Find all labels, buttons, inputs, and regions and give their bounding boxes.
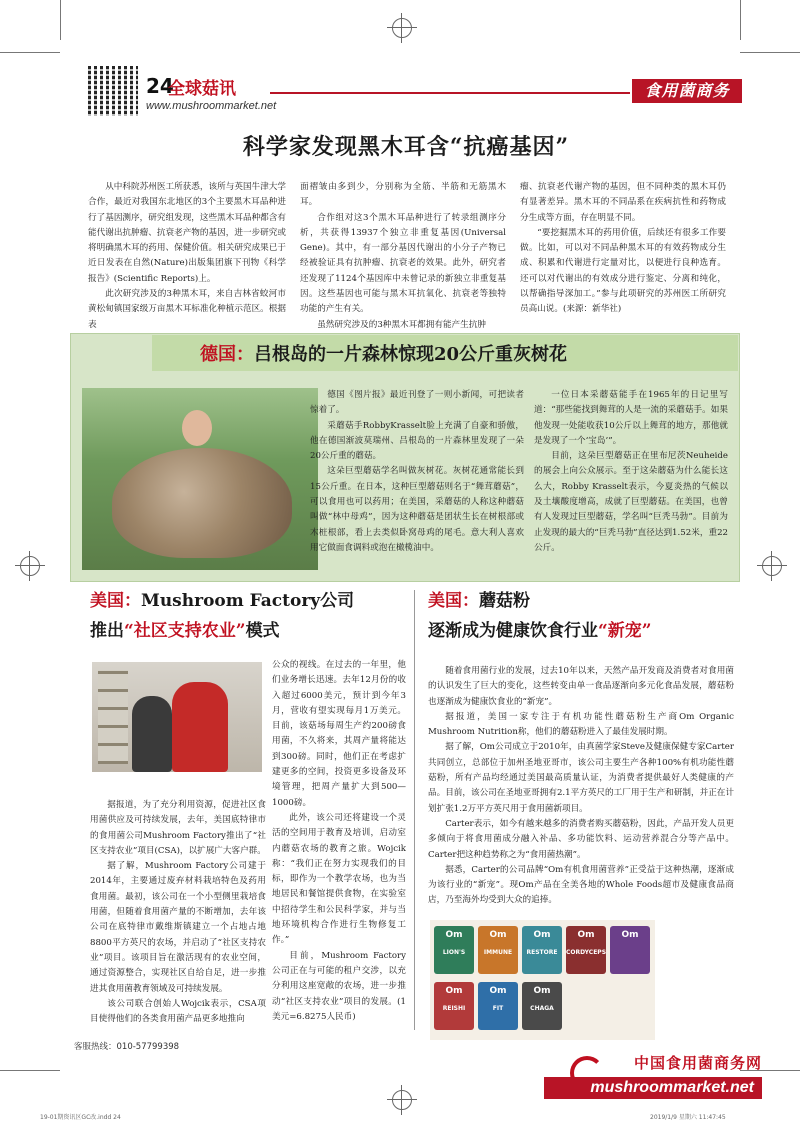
paragraph: 虽然研究涉及的3种黑木耳都拥有能产生抗肿 [317, 319, 486, 330]
article3-body [90, 798, 266, 1027]
title-text: 推出 [90, 621, 124, 641]
article2-col1 [310, 388, 524, 556]
registration-mark [392, 1090, 412, 1110]
paragraph: 目前，Mushroom Factory公司正在与可能的租户交涉，以充分利用这座宽敞的农场，进一步推动“社区支持农业”项目的发展。(1美元=6.8275人民币) [272, 950, 406, 1022]
title-text: 逐渐成为健康饮食行业 [428, 621, 598, 641]
header-website: www.mushroommarket.net [146, 100, 277, 112]
paragraph: 随着食用菌行业的发展，过去10年以来，天然产品开发商及消费者对食用菌的认识发生了巨大的变化，这些转变由单一食品逐渐向多元化食品发展，蘑菇粉也逐渐成为健康饮食业的“新宠”。 [428, 666, 734, 707]
article3-title [90, 586, 400, 646]
bag-logo: Om [533, 930, 551, 940]
crop-line [0, 52, 60, 53]
article3-title-line1 [90, 586, 400, 616]
paragraph: 从中科院苏州医工所获悉，该所与英国牛津大学合作，最近对我国东北地区的3个主要黑木耳品种进行了基因测序，研究组发现，这些黑木耳品种都含有能代谢出抗肿瘤、抗衰老产物的基因，进一步研究或将明确黑木耳的药用、保健价值。相关研究成果已于近日发表在自然(Nature)出版集团旗下刊物《科学报告》(Scientific Reports)上。 [88, 182, 286, 284]
photo-person-head [182, 410, 212, 446]
bag-name: RESTORE [526, 949, 558, 956]
photo-person [172, 682, 228, 772]
bag-name: CORDYCEPS [566, 949, 607, 956]
column-divider [414, 590, 415, 1030]
registration-mark [20, 556, 40, 576]
giant-mushroom-photo [82, 388, 318, 570]
bottom-brand [544, 1052, 762, 1099]
article1-title: 科学家发现黑木耳含“抗癌基因” [242, 134, 570, 160]
file-info-right: 2019/1/9 星期六 11:47:45 [650, 1114, 726, 1121]
article4-title-line1 [428, 586, 728, 616]
section-title: 全球菇讯 [168, 79, 236, 99]
paragraph: 面褶皱由多到少，分别称为全筋、半筋和无筋黑木耳。 [300, 182, 506, 208]
crop-line [0, 1070, 60, 1071]
bag-name: CHAGA [530, 1005, 554, 1012]
photo-person [132, 696, 172, 772]
article2-col2 [534, 388, 728, 556]
paragraph: 此次研究涉及的3种黑木耳，来自吉林省蛟河市黄松甸镇国家级万亩黑木耳标准化种植示范区。根据表 [88, 289, 286, 330]
header-rule [270, 92, 630, 94]
article2-title [200, 340, 567, 366]
paragraph: 据悉，Carter的公司品牌“Om有机食用菌营养”正受益于这种热潮，逐渐成为该行业的“新宠”。现Om产品在全美各地的Whole Foods超市及健康食品商店，乃至海外均受到大众的追捧。 [428, 864, 734, 906]
paragraph: 这朵巨型蘑菇学名叫做灰树花。灰树花通常能长到15公斤重。在日本，这种巨型蘑菇则名于“舞茸蘑菇”，可以食用也可以药用；在美国，采蘑菇的人称这种蘑菇叫做“林中母鸡”，因为这种蘑菇是团状生长在树根部或木桩根部，看上去类似卧窝母鸡的尾毛。意大利人喜欢用它做面食调料或泡在橄榄油中。 [310, 466, 524, 553]
paragraph: 公众的视线。在过去的一年里，他们业务增长迅速。去年12月份的收入超过6000美元，预计到今年3月，营收有望实现每月1万美元。目前，该菇场每周生产约200磅食用菌，不久将来，其周产量将能达到300磅。同时，他们正在考虑扩建更多的空间，投资更多设备及环境管理，把周产量扩大到500—1000磅。 [272, 660, 406, 808]
bag-name: REISHI [442, 1005, 466, 1012]
bag-logo: Om [489, 986, 507, 996]
photo-shelf [98, 670, 128, 764]
article3-country-label: 美国： [90, 591, 141, 611]
article2-headline: 吕根岛的一片森林惊现20公斤重灰树花 [254, 344, 568, 365]
product-bag [434, 926, 474, 974]
photo-mushroom [112, 448, 292, 558]
bag-name: IMMUNE [483, 949, 513, 956]
brand-tag: 食用菌商务 [632, 79, 742, 103]
om-products-photo [430, 920, 655, 1040]
file-info-left: 19-01期资讯区GC改.indd 24 [40, 1114, 121, 1121]
product-bag [566, 926, 606, 974]
bottom-brand-url: mushroommarket.net [544, 1077, 762, 1099]
crop-line [740, 52, 800, 53]
bag-logo: Om [577, 930, 595, 940]
product-bag [478, 982, 518, 1030]
paragraph: 德国《图片报》最近刊登了一则小新闻，可把读者惊着了。 [310, 390, 524, 416]
paragraph: 据了解，Om公司成立于2010年，由真菌学家Steve及健康保健专家Carter共同创立，总部位于加州圣地亚哥市，该公司主要生产各种100%有机功能性蘑菇粉，所有产品均经通过美国最高质量认证，为消费者提供最好人类健康的产品。目前，该公司在圣地亚哥拥有2.1平方英尺的工厂用于生产和研制，并正在计划扩张1.2万平方英尺用于食用菌新项目。 [428, 742, 734, 814]
registration-mark [762, 556, 782, 576]
article2-country-label: 德国： [200, 344, 254, 365]
paragraph: 该公司联合创始人Wojcik表示，CSA项目使得他们的各类食用菌产品更多地推向 [90, 998, 266, 1025]
paragraph: 据报道，美国一家专注于有机功能性蘑菇粉生产商Om Organic Mushroom Nutrition称，他们的蘑菇粉进入了最佳发展时期。 [428, 711, 734, 738]
paragraph: 据了解，Mushroom Factory公司建于2014年，主要通过废弃材料栽培特色及药用食用菌。最初，该公司在一个小型侧里栽培食用菌，但随着食用菌产量的不断增加，去年该公司在底特律市戴维斯镇建立一个占地占地8800平方英尺的农场，并启动了“社区支持农业”项目。该项目旨在激活现有的农业空间，通过资源整合，实现社区自给自足，进一步推进其食用菌教育领域及可持续发展。 [90, 861, 266, 994]
paragraph: 合作组对这3个黑木耳品种进行了转录组测序分析，共获得13937个独立非重复基因(Universal Gene)。其中，有一部分基因代谢出的小分子产物已经被验证具有抗肿瘤、抗衰老的效果。此外，研究者还发现了1124个基因库中未曾记录的新独立非重复基因。这些基因也可能与黑木耳抗氧化、抗衰老等独特功能的产生有关。 [300, 212, 506, 315]
article1-col2 [300, 180, 506, 333]
paragraph: 瘤、抗衰老代谢产物的基因，但不同种类的黑木耳仍有显著差异。黑木耳的不同品系在疾病抗性和药物成分生成等方面，存在明显不同。 [520, 182, 726, 223]
founders-photo [92, 662, 262, 772]
registration-mark [392, 18, 412, 38]
bag-logo: Om [533, 986, 551, 996]
article1-col3 [520, 180, 726, 318]
product-bag [610, 926, 650, 974]
page-number: 24 [146, 74, 174, 98]
bag-logo: Om [489, 930, 507, 940]
customer-hotline: 客服热线：010-57799398 [74, 1042, 180, 1052]
paragraph: 此外，该公司还将建设一个灵活的空间用于教育及培训，启动室内蘑菇农场的教育之旅。Wojcik称：“我们正在努力实现我们的目标，即作为一个教学农场，也为当地居民和餐馆提供食物，在实验室中招待学生和公民科学家，并与当地环境机构合作进行生物修复工作。” [272, 812, 406, 946]
title-quote: “新宠” [598, 621, 652, 641]
title-text: 模式 [245, 621, 280, 641]
article1-col1 [88, 180, 286, 333]
crop-line [60, 0, 61, 40]
product-bag [522, 982, 562, 1030]
bottom-brand-cn: 中国食用菌商务网 [633, 1054, 762, 1072]
paragraph: Carter表示，如今有越来越多的消费者购买蘑菇粉，因此，产品开发人员更多倾向于将食用菌成分融入补品、多功能饮料、运动营养混合分等产品中。Carter把这种趋势称之为“食用菌热潮”。 [428, 818, 734, 860]
product-bag [478, 926, 518, 974]
product-bag [522, 926, 562, 974]
bag-logo: Om [445, 930, 463, 940]
article3-company: Mushroom Factory公司 [141, 591, 355, 611]
article4-headline: 蘑菇粉 [479, 591, 530, 611]
product-bag [434, 982, 474, 1030]
article4-title [428, 586, 728, 646]
qr-code [88, 66, 138, 116]
article4-body [428, 664, 734, 909]
title-quote: “社区支持农业” [124, 621, 246, 641]
bag-name: FIT [492, 1005, 504, 1012]
bag-logo: Om [621, 930, 639, 940]
paragraph: 一位日本采蘑菇能手在1965年的日记里写道：“那些能找到舞茸的人是一流的采蘑菇手。如果他发现一处能收获10公斤以上舞茸的地方，那他就是发现了一个‘宝岛’”。 [534, 390, 728, 446]
paragraph: 据报道，为了充分利用资源，促进社区食用菌供应及可持续发展，去年，美国底特律市的食用菌公司Mushroom Factory推出了“社区支持农业”项目(CSA)，以扩展广大客户群。 [90, 800, 266, 856]
paragraph: “要挖掘黑木耳的药用价值，后续还有很多工作要做。比如，可以对不同品种黑木耳的有效药物成分生成、积累和代谢进行定量对比，以便进行良种选育。还可以对代谢出的有效成分进行鉴定、分离和纯化，以帮确指导深加工。”参与此项研究的苏州医工所研究员高山说。(来源：新华社) [520, 227, 726, 315]
article4-title-line2 [428, 616, 728, 646]
article3-right-col [272, 658, 406, 1025]
article4-country-label: 美国： [428, 591, 479, 611]
paragraph: 目前，这朵巨型蘑菇正在里布尼茨Neuheide的展会上向公众展示。至于这朵蘑菇为什么能长这么大，Robby Krasselt表示，今夏炎热的气候以及土壤酸度增高，成就了巨型蘑菇。在美国，也曾有人发现过巨型蘑菇，学名叫“巨秃马勃”。目前为止发现的最大的“巨秃马勃”直径达到1.52米，重22公斤。 [534, 451, 728, 553]
paragraph: 采蘑菇手RobbyKrasselt脸上充满了自豪和骄傲，他在德国渐波莫瑞州、吕根岛的一片森林里发现了一朵20公斤重的蘑菇。 [310, 420, 524, 462]
crop-line [740, 0, 741, 40]
bag-logo: Om [445, 986, 463, 996]
bag-name: LION'S [442, 949, 466, 956]
article3-title-line2 [90, 616, 400, 646]
